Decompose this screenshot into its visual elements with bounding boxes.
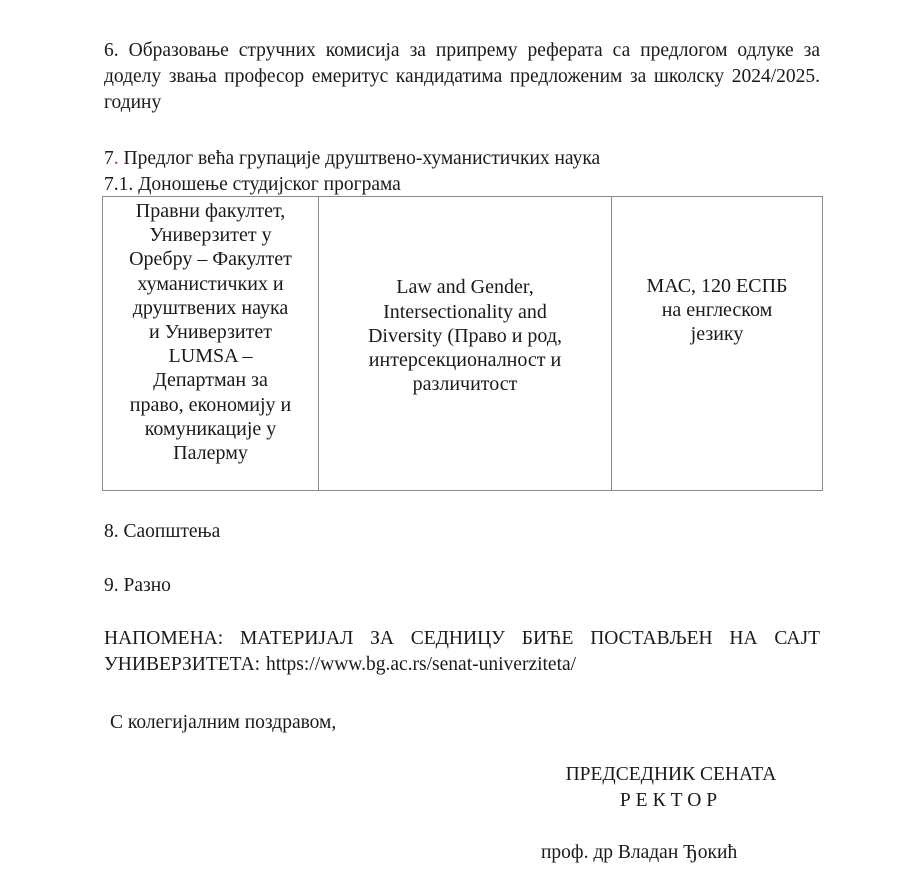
- program-name-cell: [319, 197, 612, 491]
- institution-line: и Универзитет: [149, 321, 272, 344]
- institution-line: Правни факултет,: [135, 200, 286, 222]
- study-program-table: [102, 196, 823, 491]
- agenda-item-9: 9. Разно: [104, 575, 171, 596]
- program-line: Intersectionality and: [383, 300, 547, 323]
- institution-line: друштвених наука: [132, 296, 289, 319]
- institution-line: Палерму: [173, 442, 248, 465]
- item-7-number: 7: [104, 148, 114, 169]
- website-link[interactable]: https://www.bg.ac.rs/senat-univerziteta/: [265, 654, 577, 675]
- institution-line: Департман за: [153, 369, 268, 392]
- rector-title: РЕКТОР: [619, 790, 723, 811]
- institution-line: право, економију и: [129, 393, 292, 416]
- agenda-item-8: 8. Саопштења: [104, 521, 221, 542]
- senate-president-title: ПРЕДСЕДНИК СЕНАТА: [565, 764, 777, 785]
- institution-line: Оребру – Факултет: [129, 248, 292, 271]
- table-row: [103, 197, 823, 491]
- institution-line: LUMSA –: [168, 345, 253, 368]
- institution-line: Универзитет у: [149, 224, 272, 247]
- note-label: НАПОМЕНА: МАТЕРИЈАЛ ЗА СЕДНИЦУ БИЋЕ ПОСТАВЉЕН НА САЈТ УНИВЕРЗИТЕТА:: [104, 628, 820, 675]
- agenda-item-7-1: 7.1. Доношење студијског програма: [104, 174, 401, 195]
- degree-line: на енглеском: [661, 298, 773, 321]
- program-line: Law and Gender,: [396, 276, 534, 299]
- program-line: различитост: [412, 373, 518, 396]
- program-line: интерсекционалност и: [368, 349, 562, 372]
- program-line: Diversity (Право и род,: [367, 324, 563, 347]
- degree-line: језику: [690, 323, 744, 346]
- item-7-red-dot: .: [113, 148, 119, 169]
- degree-cell: [612, 197, 823, 491]
- item-7-text: Предлог већа групације друштвено-хуманистичких наука: [118, 148, 601, 169]
- agenda-item-7: [104, 146, 600, 172]
- note-paragraph: [104, 626, 820, 678]
- signature-title: [541, 762, 801, 814]
- institution-line: хуманистичких и: [137, 272, 284, 295]
- closing-greeting: С колегијалним поздравом,: [110, 712, 337, 733]
- institution-line: комуникације у: [144, 417, 277, 440]
- signatory-name: проф. др Владан Ђокић: [541, 842, 738, 863]
- agenda-item-6: 6. Образовање стручних комисија за припрему реферата са предлогом одлуке за доделу звања професор емеритус кандидатима предложеним за школску 2024/2025. годину: [104, 40, 820, 113]
- institution-cell: [103, 197, 319, 491]
- degree-line: МАС, 120 ЕСПБ: [646, 274, 788, 297]
